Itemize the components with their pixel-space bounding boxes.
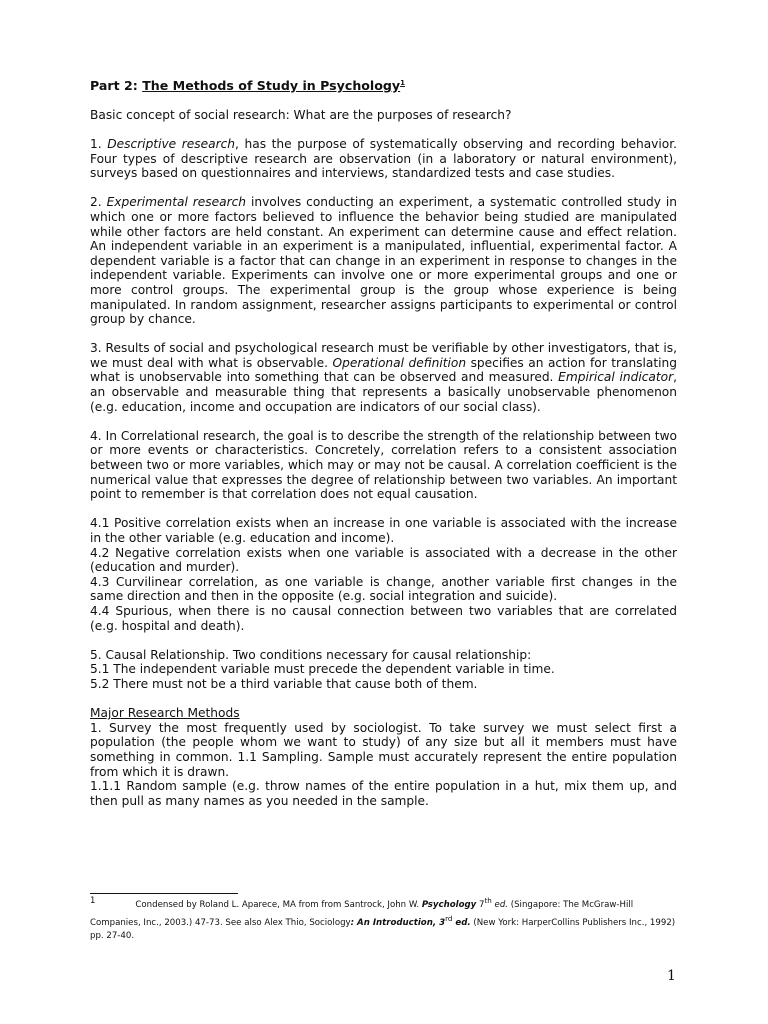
list-item-positive-correlation: 4.1 Positive correlation exists when an increase in one variable is associated with the increase in the other variable (e.g. education and income). — [90, 516, 677, 545]
footnote-edition-1: ed. — [491, 899, 509, 910]
list-item-causal-condition-2: 5.2 There must not be a third variable that cause both of them. — [90, 676, 478, 691]
p3-text1: 3. Results of social and psychological research must be verifiable by other investigators, that is, we must deal with what is observable. — [90, 341, 677, 370]
footnote-book-2: : An Introduction, 3 — [350, 917, 446, 928]
footnote-number: 1 — [90, 896, 96, 906]
p1-text: , has the purpose of systematically observing and recording behavior. Four types of descriptive research are observation (in a laboratory or natural environment), surveys based on questionnaires and interviews, standardized tests and case studies. — [90, 136, 677, 181]
footnote-sup-2: rd — [445, 913, 453, 923]
p3-term1: Operational definition — [332, 355, 467, 370]
p2-term: Experimental research — [106, 195, 247, 210]
heading-prefix: Part 2: — [90, 78, 143, 94]
section-title-major-research-methods: Major Research Methods — [90, 706, 240, 721]
paragraph-correlational-research: 4. In Correlational research, the goal is to describe the strength of the relationship between two or more events or characteristics. Concretely, correlation refers to a consistent association between two or more variables, which may or may not be causal. A correlation coefficient is the numerical value that expresses the degree of relationship between two variables. An important point to remember is that correlation does not equal causation. — [90, 428, 677, 502]
paragraph-experimental-research — [90, 195, 677, 326]
list-item-curvilinear-correlation: 4.3 Curvilinear correlation, as one variable is change, another variable first changes in the same direction and then in the opposite (e.g. social integration and suicide). — [90, 574, 677, 604]
footnote-sup-1: th — [484, 896, 492, 905]
p2-lead: 2. — [90, 195, 107, 210]
document-page — [90, 76, 677, 808]
p3-text2: specifies an action for translating what is unobservable into something that can be observed and measured. — [90, 355, 678, 385]
paragraph-verifiable-research — [90, 341, 677, 414]
footnote-text-1: Condensed by Roland L. Aparece, MA from from Santrock, John W. — [135, 899, 422, 910]
page-heading — [90, 76, 677, 94]
footnote-reference[interactable]: 1 — [400, 79, 406, 87]
list-item-random-sample: 1.1.1 Random sample (e.g. throw names of the entire population in a hut, mix them up, and then pull as many names as you needed in the sample. — [90, 779, 677, 808]
heading-title: The Methods of Study in Psychology — [142, 78, 401, 94]
footnote-text-2: 7 — [476, 899, 485, 910]
list-item-survey: 1. Survey the most frequently used by sociologist. To take survey we must select first a population (the people whom we want to study) of any size but all it members must have something in common. 1.1 Sampling. Sample must accurately represent the entire population from which it is drawn. — [90, 720, 677, 779]
list-item-causal-condition-1: 5.1 The independent variable must precede the dependent variable in time. — [90, 662, 555, 677]
list-item-negative-correlation: 4.2 Negative correlation exists when one variable is associated with a decrease in the other (education and murder). — [90, 545, 677, 575]
page-number: 1 — [667, 968, 676, 984]
paragraph-causal-relationship: 5. Causal Relationship. Two conditions necessary for causal relationship: — [90, 647, 532, 662]
p2-text: involves conducting an experiment, a systematic controlled study in which one or more factors believed to influence the behavior being studied are manipulated while other factors are held constant. An experiment can determine cause and effect relation. An independent variable in an experiment is a manipulated, influential, experimental factor. A dependent variable is a factor that can change in an experiment in response to changes in the independent variable. Experiments can involve one or more experimental groups and one or more control groups. The experimental group is the group whose experience is being manipulated. In random assignment, researcher assigns participants to experimental or control group by chance. — [90, 195, 677, 327]
footnote-text-4: (New York: HarperCollins Publishers Inc., 1992) pp. 27-40. — [90, 917, 676, 941]
footnote-text-3: (Singapore: The McGraw-Hill Companies, Inc., 2003.) 47-73. See also Alex Thio, Sociology — [90, 899, 634, 928]
footnote-edition-2: ed. — [452, 917, 471, 928]
footnote — [90, 894, 680, 943]
list-item-spurious-correlation: 4.4 Spurious, when there is no causal connection between two variables that are correlated (e.g. hospital and death). — [90, 603, 677, 633]
paragraph-descriptive-research — [90, 137, 677, 181]
p3-term2: Empirical indicator — [558, 370, 674, 385]
p1-term: Descriptive research — [107, 136, 236, 151]
footnote-book-1: Psychology — [421, 899, 477, 910]
p3-text3: , an observable and measurable thing that represents a basically unobservable phenomenon (e.g. education, income and occupation are indicators of our social class). — [90, 370, 678, 414]
p1-lead: 1. — [90, 136, 108, 151]
intro-paragraph: Basic concept of social research: What are the purposes of research? — [90, 107, 512, 122]
